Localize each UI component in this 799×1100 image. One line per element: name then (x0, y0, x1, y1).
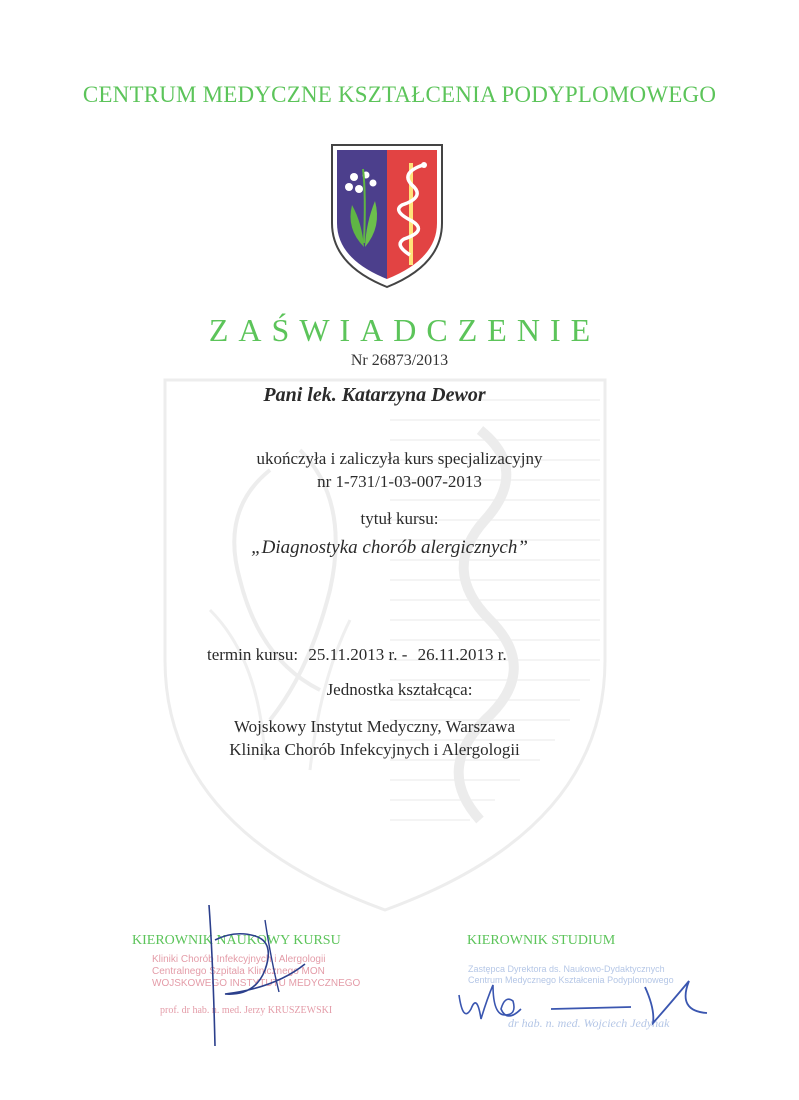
stamp-line-2: Centralnego Szpitala Klinicznego MON (152, 966, 325, 977)
recipient-name: Pani lek. Katarzyna Dewor (263, 384, 486, 406)
course-title-label: tytuł kursu: (360, 509, 439, 528)
unit-line-2: Klinika Chorób Infekcyjnych i Alergologii (229, 740, 520, 759)
study-director-name-stamp: dr hab. n. med. Wojciech Jedynak (508, 1016, 670, 1030)
study-director-signature (455, 975, 715, 1035)
course-title: „Diagnostyka chorób alergicznych” (251, 537, 528, 558)
study-director-label: KIEROWNIK STUDIUM (467, 933, 616, 948)
unit-line-1: Wojskowy Instytut Medyczny, Warszawa (233, 717, 515, 736)
stamp-line-1: Kliniki Chorób Infekcyjnych i Alergologii (152, 954, 326, 965)
scientific-director-signature (195, 900, 315, 1050)
document-title: ZAŚWIADCZENIE (208, 312, 601, 348)
coat-of-arms-emblem (330, 143, 444, 289)
stamp-line-3: WOJSKOWEGO INSTYTUTU MEDYCZNEGO (152, 978, 361, 989)
date-to: 26.11.2013 r. (417, 645, 507, 664)
scientific-director-label: KIEROWNIK NAUKOWY KURSU (132, 933, 341, 948)
study-director-block (467, 933, 615, 949)
watermark-crest (150, 360, 620, 920)
stamp-line-2: Centrum Medycznego Kształcenia Podyplomowego (468, 975, 674, 985)
stamp-line-1: Zastępca Dyrektora ds. Naukowo-Dydaktycznych (468, 964, 665, 974)
course-number: nr 1-731/1-03-007-2013 (317, 472, 482, 491)
completion-text: ukończyła i zaliczyła kurs specjalizacyjny (256, 449, 543, 468)
course-term (207, 645, 513, 665)
document-number: Nr 26873/2013 (350, 352, 449, 369)
date-from: 25.11.2013 r. - (308, 645, 408, 664)
institution-name: CENTRUM MEDYCZNE KSZTAŁCENIA PODYPLOMOWEGO (82, 82, 717, 107)
scientific-director-name-stamp: prof. dr hab. n. med. Jerzy KRUSZEWSKI (160, 1005, 333, 1016)
term-label: termin kursu: (207, 645, 299, 664)
unit-label: Jednostka kształcąca: (326, 680, 473, 699)
